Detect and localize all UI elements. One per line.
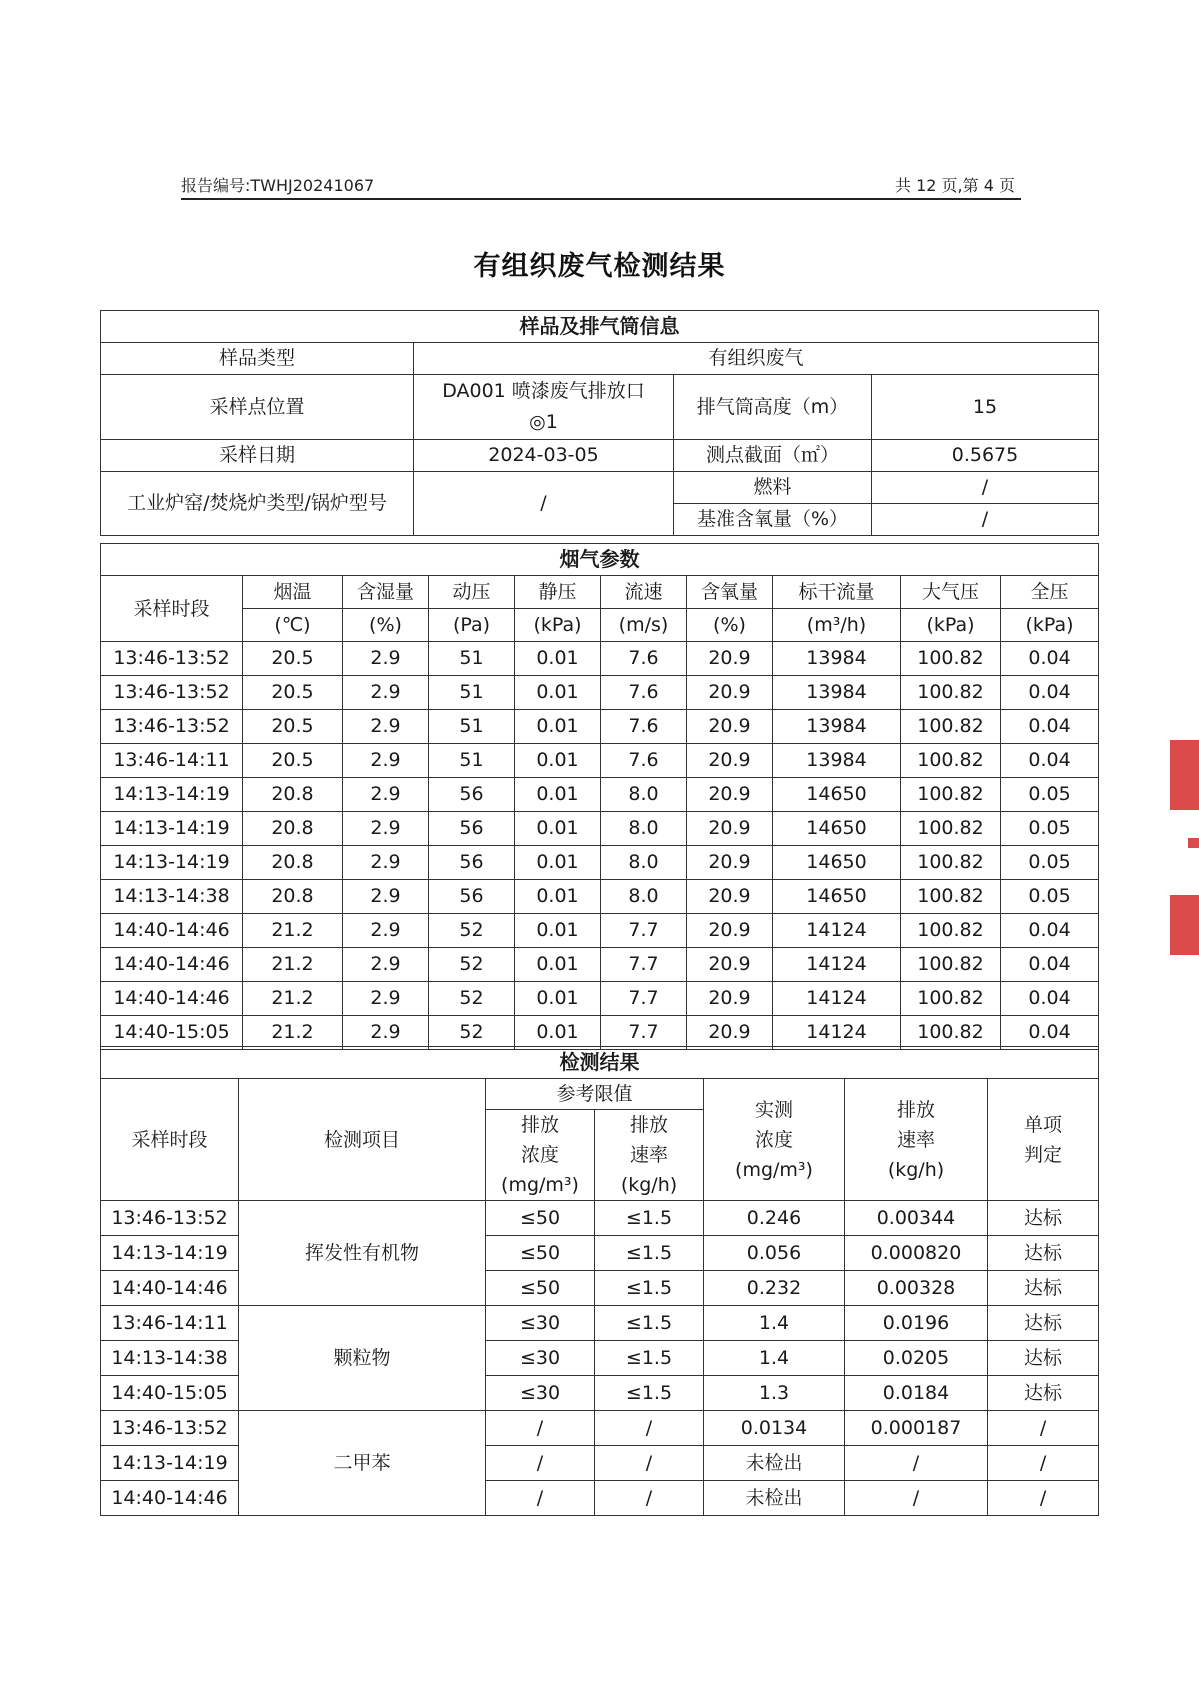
location-cell — [414, 375, 674, 440]
flue-unit-cell: (kPa) — [1001, 609, 1099, 642]
header-line: 单项 — [1024, 1113, 1063, 1136]
header-line: (mg/m³) — [501, 1174, 579, 1196]
table-cell: 13984 — [773, 710, 901, 744]
table-cell: 14650 — [773, 812, 901, 846]
table-cell: 100.82 — [901, 846, 1001, 880]
table-cell: 0.0205 — [845, 1341, 988, 1376]
table-cell: 7.7 — [601, 982, 687, 1016]
seal-stamp-fragment — [1188, 838, 1199, 848]
table-cell: 51 — [429, 744, 515, 778]
table-cell: ≤1.5 — [595, 1201, 704, 1236]
table-cell: 14:40-14:46 — [101, 982, 243, 1016]
table-cell: 2.9 — [343, 676, 429, 710]
table-row — [101, 1411, 1099, 1446]
table-cell: ≤50 — [486, 1271, 595, 1306]
table-cell: 达标 — [988, 1306, 1099, 1341]
table-cell: ≤50 — [486, 1201, 595, 1236]
table-cell: ≤30 — [486, 1376, 595, 1411]
table-cell: 2.9 — [343, 914, 429, 948]
table-cell: / — [595, 1411, 704, 1446]
table-cell: 0.232 — [704, 1271, 845, 1306]
table-cell: 20.9 — [687, 880, 773, 914]
flue-unit-cell: (kPa) — [901, 609, 1001, 642]
table-cell: 0.04 — [1001, 982, 1099, 1016]
table-cell: / — [486, 1411, 595, 1446]
header-limit-rate — [595, 1110, 704, 1201]
table-cell: 0.246 — [704, 1201, 845, 1236]
flue-unit-cell: (kPa) — [515, 609, 601, 642]
location-line: ◎1 — [529, 411, 558, 433]
table-cell: 56 — [429, 846, 515, 880]
results-table — [100, 1046, 1099, 1516]
table-cell: ≤1.5 — [595, 1236, 704, 1271]
table-cell: 100.82 — [901, 744, 1001, 778]
flue-unit-cell: (m/s) — [601, 609, 687, 642]
table-cell: / — [988, 1446, 1099, 1481]
table-cell: 达标 — [988, 1341, 1099, 1376]
table-cell: 2.9 — [343, 710, 429, 744]
table-row — [101, 1201, 1099, 1236]
header-line: (kg/h) — [620, 1174, 678, 1196]
table-cell: ≤1.5 — [595, 1341, 704, 1376]
table-cell: 13:46-13:52 — [101, 1411, 239, 1446]
flue-header-cell: 流速 — [601, 576, 687, 609]
table-cell: 14:13-14:19 — [101, 846, 243, 880]
table-cell: / — [486, 1446, 595, 1481]
header-limit-conc — [486, 1110, 595, 1201]
table-cell: 0.000820 — [845, 1236, 988, 1271]
table-cell: 20.8 — [243, 812, 343, 846]
table-cell: 0.01 — [515, 676, 601, 710]
header-line: 浓度 — [520, 1144, 559, 1166]
table-cell: / — [988, 1411, 1099, 1446]
flue-unit-cell: (m³/h) — [773, 609, 901, 642]
sample-info-table — [100, 310, 1099, 536]
table-cell: 14:40-14:46 — [101, 1481, 239, 1516]
table-cell: 20.9 — [687, 744, 773, 778]
header-line: 速率 — [896, 1128, 935, 1151]
table-cell: 56 — [429, 880, 515, 914]
table-cell: 20.5 — [243, 744, 343, 778]
table-cell: 0.01 — [515, 710, 601, 744]
header-line: 排放 — [520, 1114, 559, 1136]
table-row — [101, 982, 1099, 1016]
table-cell: 14124 — [773, 914, 901, 948]
table-cell: 14650 — [773, 846, 901, 880]
table-cell: 100.82 — [901, 982, 1001, 1016]
header-emission-rate — [845, 1079, 988, 1201]
table-cell: 2.9 — [343, 948, 429, 982]
flue-header-row — [101, 576, 1099, 609]
header-line: (kg/h) — [887, 1158, 945, 1181]
value-cell: 0.5675 — [872, 440, 1099, 472]
table-cell: 100.82 — [901, 642, 1001, 676]
label-cell: 采样点位置 — [101, 375, 414, 440]
table-cell: 14:40-15:05 — [101, 1016, 243, 1050]
label-cell: 基准含氧量（%） — [674, 504, 872, 536]
header-judgement — [988, 1079, 1099, 1201]
table-cell: 7.6 — [601, 676, 687, 710]
header-measured — [704, 1079, 845, 1201]
table-cell: 13:46-14:11 — [101, 744, 243, 778]
table-cell: 8.0 — [601, 812, 687, 846]
table-cell: 20.9 — [687, 982, 773, 1016]
table-cell: ≤1.5 — [595, 1376, 704, 1411]
table-row — [101, 1306, 1099, 1341]
label-cell: 排气筒高度（m） — [674, 375, 872, 440]
table-row — [101, 812, 1099, 846]
flue-header-cell: 静压 — [515, 576, 601, 609]
table-cell: 100.82 — [901, 710, 1001, 744]
table-cell: 0.00328 — [845, 1271, 988, 1306]
table-cell: 13:46-14:11 — [101, 1306, 239, 1341]
location-line: DA001 喷漆废气排放口 — [442, 380, 645, 402]
table-cell: 56 — [429, 812, 515, 846]
header-line: 实测 — [754, 1098, 793, 1121]
table-cell: 14:40-14:46 — [101, 1271, 239, 1306]
table-cell: 100.82 — [901, 812, 1001, 846]
table-cell: 0.0184 — [845, 1376, 988, 1411]
table-cell: 7.7 — [601, 948, 687, 982]
flue-unit-cell: (%) — [343, 609, 429, 642]
label-cell: 采样日期 — [101, 440, 414, 472]
flue-body — [101, 642, 1099, 1050]
flue-header-cell: 标干流量 — [773, 576, 901, 609]
table-cell: 0.05 — [1001, 812, 1099, 846]
flue-header-cell: 动压 — [429, 576, 515, 609]
table-cell: 未检出 — [704, 1446, 845, 1481]
table-cell: 7.7 — [601, 914, 687, 948]
header-line: 判定 — [1024, 1143, 1063, 1166]
label-cell: 测点截面（㎡） — [674, 440, 872, 472]
table-cell: 14124 — [773, 982, 901, 1016]
table-cell: 20.9 — [687, 676, 773, 710]
table-cell: 0.04 — [1001, 710, 1099, 744]
table-cell: 2.9 — [343, 744, 429, 778]
table-cell: 0.04 — [1001, 676, 1099, 710]
table-cell: 达标 — [988, 1236, 1099, 1271]
table-cell: 0.05 — [1001, 778, 1099, 812]
table-cell: 0.04 — [1001, 744, 1099, 778]
table-cell: 20.9 — [687, 948, 773, 982]
section-title: 检测结果 — [101, 1047, 1099, 1079]
table-cell: 0.04 — [1001, 948, 1099, 982]
table-cell: ≤50 — [486, 1236, 595, 1271]
table-cell: 100.82 — [901, 1016, 1001, 1050]
table-cell: 0.01 — [515, 1016, 601, 1050]
table-cell: 14:13-14:38 — [101, 1341, 239, 1376]
table-cell: / — [595, 1481, 704, 1516]
table-cell: 7.6 — [601, 710, 687, 744]
table-cell: 52 — [429, 914, 515, 948]
table-cell: 0.01 — [515, 948, 601, 982]
table-row — [101, 846, 1099, 880]
table-cell: 20.9 — [687, 846, 773, 880]
table-cell: 20.5 — [243, 642, 343, 676]
flue-header-cell: 含湿量 — [343, 576, 429, 609]
item-cell: 颗粒物 — [239, 1306, 486, 1411]
table-cell: 2.9 — [343, 778, 429, 812]
table-cell: 13984 — [773, 642, 901, 676]
flue-header-cell: 大气压 — [901, 576, 1001, 609]
table-cell: 21.2 — [243, 1016, 343, 1050]
table-cell: 0.056 — [704, 1236, 845, 1271]
table-cell: 8.0 — [601, 880, 687, 914]
table-cell: 13:46-13:52 — [101, 1201, 239, 1236]
header-line: 速率 — [629, 1144, 668, 1166]
table-cell: 100.82 — [901, 676, 1001, 710]
table-cell: / — [988, 1481, 1099, 1516]
table-cell: 20.8 — [243, 846, 343, 880]
table-cell: / — [845, 1446, 988, 1481]
table-cell: 14:13-14:19 — [101, 812, 243, 846]
table-cell: 20.9 — [687, 642, 773, 676]
table-row — [101, 880, 1099, 914]
table-cell: 0.0196 — [845, 1306, 988, 1341]
item-cell: 二甲苯 — [239, 1411, 486, 1516]
table-row — [101, 710, 1099, 744]
table-row — [101, 948, 1099, 982]
table-cell: ≤1.5 — [595, 1271, 704, 1306]
table-cell: 2.9 — [343, 1016, 429, 1050]
table-cell: 2.9 — [343, 642, 429, 676]
table-cell: 2.9 — [343, 982, 429, 1016]
table-cell: 0.01 — [515, 846, 601, 880]
section-title: 烟气参数 — [101, 544, 1099, 576]
page-indicator: 共 12 页,第 4 页 — [895, 176, 1015, 195]
table-cell: 8.0 — [601, 846, 687, 880]
table-cell: 20.8 — [243, 778, 343, 812]
table-cell: 100.82 — [901, 914, 1001, 948]
table-cell: 14650 — [773, 778, 901, 812]
table-cell: 100.82 — [901, 880, 1001, 914]
table-cell: 0.00344 — [845, 1201, 988, 1236]
table-cell: 2.9 — [343, 812, 429, 846]
label-cell: 样品类型 — [101, 343, 414, 375]
table-cell: 100.82 — [901, 948, 1001, 982]
flue-unit-cell: (%) — [687, 609, 773, 642]
table-cell: / — [595, 1446, 704, 1481]
table-cell: 0.04 — [1001, 642, 1099, 676]
table-cell: 2.9 — [343, 880, 429, 914]
table-cell: 20.9 — [687, 1016, 773, 1050]
table-cell: 21.2 — [243, 914, 343, 948]
table-cell: 14:13-14:19 — [101, 778, 243, 812]
flue-header-cell: 含氧量 — [687, 576, 773, 609]
page-header — [181, 173, 1021, 200]
header-line: 排放 — [896, 1098, 935, 1121]
table-cell: 0.01 — [515, 812, 601, 846]
table-cell: 7.7 — [601, 1016, 687, 1050]
table-cell: 8.0 — [601, 778, 687, 812]
table-cell: 0.04 — [1001, 914, 1099, 948]
flue-header-cell: 烟温 — [243, 576, 343, 609]
table-cell: 14:40-14:46 — [101, 948, 243, 982]
table-cell: 100.82 — [901, 778, 1001, 812]
table-row — [101, 914, 1099, 948]
table-cell: 52 — [429, 1016, 515, 1050]
table-cell: 14650 — [773, 880, 901, 914]
table-cell: 0.04 — [1001, 1016, 1099, 1050]
table-cell: ≤30 — [486, 1341, 595, 1376]
table-cell: 0.05 — [1001, 846, 1099, 880]
table-row — [101, 1016, 1099, 1050]
table-cell: 20.9 — [687, 914, 773, 948]
value-cell: / — [872, 504, 1099, 536]
header-period: 采样时段 — [101, 1079, 239, 1201]
table-cell: 13:46-13:52 — [101, 676, 243, 710]
table-cell: 0.0134 — [704, 1411, 845, 1446]
table-cell: 0.01 — [515, 880, 601, 914]
table-cell: 13984 — [773, 676, 901, 710]
table-cell: 0.01 — [515, 778, 601, 812]
table-cell: 0.01 — [515, 982, 601, 1016]
header-line: (mg/m³) — [735, 1158, 813, 1181]
flue-header-cell: 采样时段 — [101, 576, 243, 642]
header-ref-limit: 参考限值 — [486, 1079, 704, 1110]
flue-unit-row — [101, 609, 1099, 642]
table-cell: 51 — [429, 642, 515, 676]
table-cell: 20.8 — [243, 880, 343, 914]
table-cell: 51 — [429, 676, 515, 710]
table-cell: 1.4 — [704, 1306, 845, 1341]
value-cell: 15 — [872, 375, 1099, 440]
table-cell: 52 — [429, 982, 515, 1016]
item-cell: 挥发性有机物 — [239, 1201, 486, 1306]
table-cell: 2.9 — [343, 846, 429, 880]
table-row — [101, 778, 1099, 812]
table-cell: 20.9 — [687, 710, 773, 744]
table-row — [101, 744, 1099, 778]
table-cell: 达标 — [988, 1376, 1099, 1411]
table-cell: 20.5 — [243, 710, 343, 744]
value-cell: / — [872, 472, 1099, 504]
table-cell: 13984 — [773, 744, 901, 778]
table-cell: 1.4 — [704, 1341, 845, 1376]
table-cell: 14:40-14:46 — [101, 914, 243, 948]
flue-header-cell: 全压 — [1001, 576, 1099, 609]
label-cell: 燃料 — [674, 472, 872, 504]
table-cell: ≤1.5 — [595, 1306, 704, 1341]
table-row — [101, 676, 1099, 710]
table-cell: 21.2 — [243, 948, 343, 982]
table-cell: 14:13-14:19 — [101, 1446, 239, 1481]
table-cell: 0.05 — [1001, 880, 1099, 914]
table-cell: 14124 — [773, 1016, 901, 1050]
table-cell: / — [486, 1481, 595, 1516]
table-cell: 14:13-14:19 — [101, 1236, 239, 1271]
table-cell: 13:46-13:52 — [101, 642, 243, 676]
value-cell: 2024-03-05 — [414, 440, 674, 472]
flue-unit-cell: (Pa) — [429, 609, 515, 642]
table-cell: 14:13-14:38 — [101, 880, 243, 914]
table-cell: 14:40-15:05 — [101, 1376, 239, 1411]
table-cell: 13:46-13:52 — [101, 710, 243, 744]
value-cell: 有组织废气 — [414, 343, 1099, 375]
report-number: 报告编号:TWHJ20241067 — [181, 176, 375, 195]
table-cell: 14124 — [773, 948, 901, 982]
table-cell: 21.2 — [243, 982, 343, 1016]
table-cell: 7.6 — [601, 642, 687, 676]
table-cell: 1.3 — [704, 1376, 845, 1411]
table-cell: ≤30 — [486, 1306, 595, 1341]
page-title: 有组织废气检测结果 — [473, 251, 726, 282]
table-cell: 20.9 — [687, 778, 773, 812]
table-cell: 52 — [429, 948, 515, 982]
section-title: 样品及排气筒信息 — [101, 311, 1099, 343]
table-cell: 0.000187 — [845, 1411, 988, 1446]
table-cell: 51 — [429, 710, 515, 744]
results-body — [101, 1201, 1099, 1516]
header-line: 排放 — [629, 1114, 668, 1136]
flue-unit-cell: (℃) — [243, 609, 343, 642]
table-cell: 0.01 — [515, 642, 601, 676]
table-row — [101, 642, 1099, 676]
table-cell: 7.6 — [601, 744, 687, 778]
table-cell: 20.5 — [243, 676, 343, 710]
table-cell: 56 — [429, 778, 515, 812]
table-cell: 20.9 — [687, 812, 773, 846]
header-item: 检测项目 — [239, 1079, 486, 1201]
value-cell: / — [414, 472, 674, 536]
table-cell: 0.01 — [515, 914, 601, 948]
flue-gas-table — [100, 543, 1099, 1050]
table-cell: / — [845, 1481, 988, 1516]
seal-stamp-fragment — [1170, 740, 1199, 810]
table-cell: 达标 — [988, 1271, 1099, 1306]
seal-stamp-fragment — [1170, 895, 1199, 955]
header-line: 浓度 — [754, 1128, 793, 1151]
label-cell: 工业炉窑/焚烧炉类型/锅炉型号 — [101, 472, 414, 536]
table-cell: 达标 — [988, 1201, 1099, 1236]
table-cell: 0.01 — [515, 744, 601, 778]
table-cell: 未检出 — [704, 1481, 845, 1516]
